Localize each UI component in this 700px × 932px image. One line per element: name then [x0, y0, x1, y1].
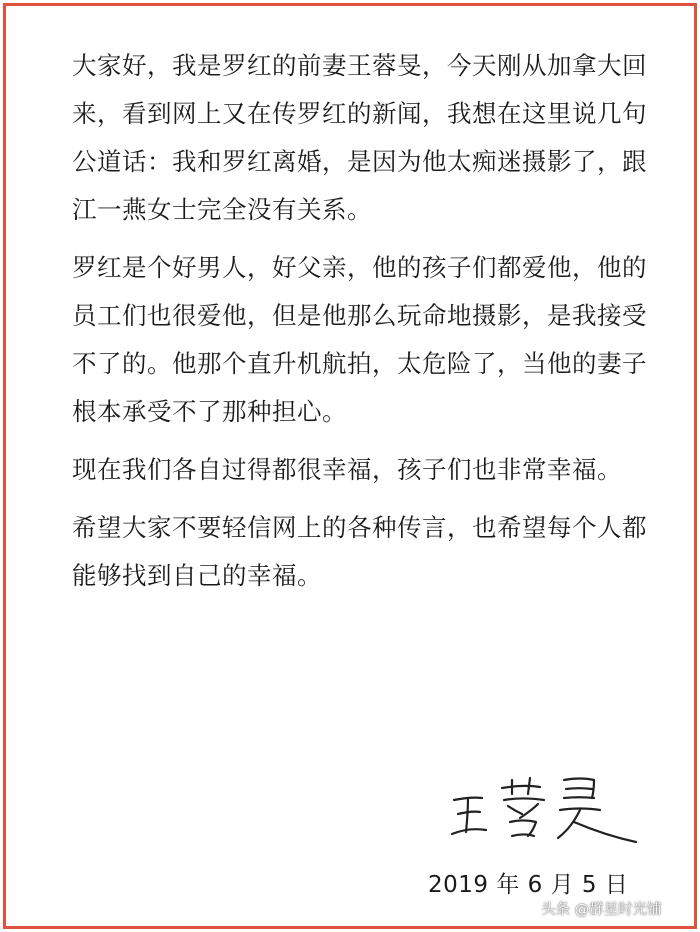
paragraph-line: 大家好，我是罗红的前妻王蓉旻，今天刚从加拿大回: [72, 51, 647, 80]
paragraph-line: 公道话：我和罗红离婚，是因为他太痴迷摄影了，跟: [72, 147, 647, 176]
paragraph-3: [72, 446, 662, 494]
letter-date: 2019 年 6 月 5 日: [428, 872, 629, 898]
paragraph-4: [72, 504, 662, 600]
letter-body: [72, 42, 662, 610]
paragraph-line: 能够找到自己的幸福。: [72, 561, 322, 590]
paragraph-line: 现在我们各自过得都很幸福，孩子们也非常幸福。: [72, 455, 622, 484]
paragraph-line: 根本承受不了那种担心。: [72, 397, 347, 426]
handwritten-signature: [448, 770, 648, 850]
paragraph-line: 希望大家不要轻信网上的各种传言，也希望每个人都: [72, 513, 647, 542]
paragraph-line: 江一燕女士完全没有关系。: [72, 195, 372, 224]
paragraph-line: 来，看到网上又在传罗红的新闻，我想在这里说几句: [72, 99, 647, 128]
paragraph-line: 罗红是个好男人，好父亲，他的孩子们都爱他，他的: [72, 253, 647, 282]
paragraph-line: 不了的。他那个直升机航拍，太危险了，当他的妻子: [72, 349, 647, 378]
paragraph-1: [72, 42, 662, 234]
watermark-text: 头条 @群星时光铺: [541, 902, 662, 918]
paragraph-line: 员工们也很爱他，但是他那么玩命地摄影，是我接受: [72, 301, 647, 330]
paragraph-2: [72, 244, 662, 436]
